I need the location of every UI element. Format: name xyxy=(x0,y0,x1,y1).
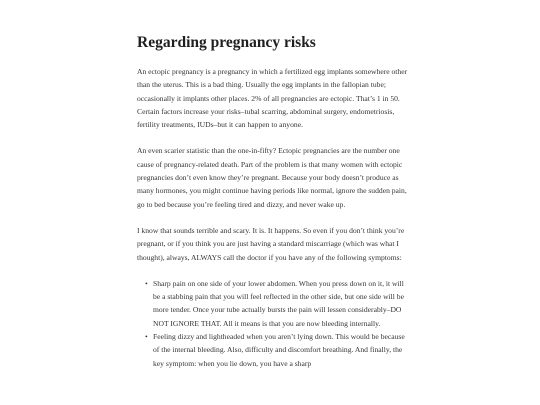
bullet-icon: • xyxy=(145,278,148,288)
paragraph-mortality-statistic: An even scarier statistic than the one-in-fifty? Ectopic pregnancies are the number one cause of pregnancy-related death. Part of the problem is that many women with ectopic pregnancies don’t even know they’re pregnant. Because your body doesn’t produce as many hormones, you might continue having periods like normal, ignore the sudden pain, go to bed because you’re feeling tired and dizzy, and never wake up. xyxy=(137,146,407,209)
bullet-icon: • xyxy=(145,332,148,342)
article-title: Regarding pregnancy risks xyxy=(137,34,316,51)
symptom-text: Sharp pain on one side of your lower abdomen. When you press down on it, it will be a stabbing pain that you will feel reflected in the other side, but one side will be more tender. Once your tube actually bursts the pain will lessen considerably–DO NOT IGNORE THAT. All it means is that you are now bleeding internally. xyxy=(153,278,404,328)
symptoms-list xyxy=(137,277,409,370)
symptom-text: Feeling dizzy and lightheaded when you aren’t lying down. This would be because of the internal bleeding. Also, difficulty and discomfort breathing. And finally, the key symptom: when you lie down, you have a sharp xyxy=(153,332,405,368)
symptom-item-dizziness xyxy=(145,330,409,370)
paragraph-ectopic-definition: An ectopic pregnancy is a pregnancy in which a fertilized egg implants somewhere other than the uterus. This is a bad thing. Usually the egg implants in the fallopian tube; occasionally it implants other places. 2% of all pregnancies are ectopic. That’s 1 in 50. Certain factors increase your risks–tubal scarring, abdominal surgery, endometriosis, fertility treatments, IUDs–but it can happen to anyone. xyxy=(137,67,408,130)
article xyxy=(137,33,409,370)
paragraph-call-doctor: I know that sounds terrible and scary. It is. It happens. So even if you don’t think you’re pregnant, or if you think you are just having a standard miscarriage (which was what I thought), always, ALWAYS call the doctor if you have any of the following symptoms: xyxy=(137,225,405,262)
symptom-item-abdominal-pain xyxy=(145,277,409,330)
